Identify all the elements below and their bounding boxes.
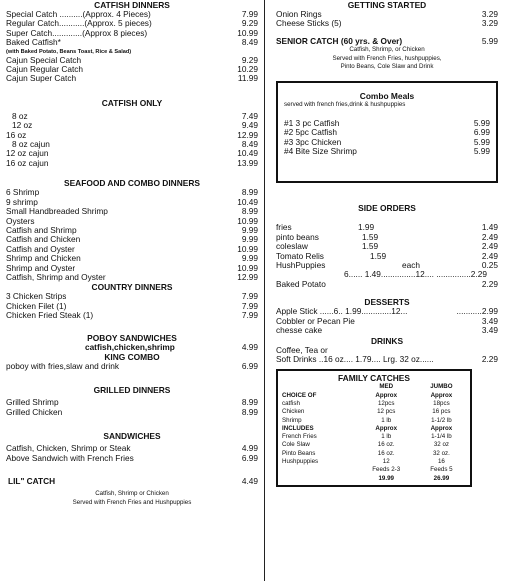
section-title-seafood-combo: SEAFOOD AND COMBO DINNERS <box>63 178 201 189</box>
table-cell-label: Cole Slaw <box>282 441 310 449</box>
table-cell-jumbo: 32 oz <box>433 441 449 449</box>
side-item: Tomato Relis 1.59 2.49 <box>276 250 498 261</box>
table-cell-med: Feeds 2-3 <box>372 466 401 474</box>
family-catches-table <box>282 383 466 483</box>
menu-item: 16 oz 12.99 <box>6 129 258 140</box>
menu-item: Cajun Special Catch 9.29 <box>6 54 258 65</box>
table-cell-label: Shrimp <box>282 416 302 424</box>
menu-item: Catfish, Chicken, Shrimp or Steak 4.99 <box>6 443 258 454</box>
menu-item: Regular Catch...........(Approx. 5 pieces) 9.29 <box>6 18 258 29</box>
side-item: coleslaw 1.59 2.49 <box>276 241 498 252</box>
left-column <box>6 0 258 507</box>
menu-item: Baked Catfish* 8.49 <box>6 37 258 48</box>
menu-item: Chicken Fried Steak (1) 7.99 <box>6 310 258 321</box>
section-title-poboy: POBOY SANDWICHES <box>87 332 177 343</box>
menu-item: Onion Rings 3.29 <box>276 9 498 19</box>
table-cell-med: Approx <box>375 391 398 399</box>
side-item: HushPuppies each 0.25 <box>276 260 498 271</box>
menu-item: Cajun Regular Catch 10.29 <box>6 64 258 75</box>
table-row <box>282 417 466 425</box>
table-cell-med: 12 pcs <box>377 408 396 416</box>
table-cell-jumbo: Approx <box>430 391 453 399</box>
section-title-desserts: DESSERTS <box>364 297 410 308</box>
section-title-country-dinners: COUNTRY DINNERS <box>91 282 173 293</box>
table-cell-med: 1 lb <box>381 416 392 424</box>
combo-item: #1 3 pc Catfish 5.99 <box>284 117 490 128</box>
column-divider <box>264 0 265 581</box>
menu-item: 6 Shrimp 8.99 <box>6 187 258 198</box>
table-cell-label: Hushpuppies <box>282 457 319 465</box>
menu-item: Above Sandwich with French Fries 6.99 <box>6 452 258 463</box>
menu-item: 12 oz cajun 10.49 <box>6 148 258 159</box>
section-title-sandwiches: SANDWICHES <box>103 431 161 442</box>
section-title-getting-started: GETTING STARTED <box>347 0 427 10</box>
table-row <box>282 450 466 458</box>
family-catches-box <box>276 369 472 487</box>
family-catches-title: FAMILY CATCHES <box>338 373 410 384</box>
menu-item: Catfish and Shrimp 9.99 <box>6 224 258 235</box>
table-cell-med: 1 lb <box>381 433 392 441</box>
menu-item: Chicken Filet (1) 7.99 <box>6 300 258 311</box>
lil-catch-row: LIL" CATCH 4.49 <box>8 476 258 486</box>
section-title-grilled: GRILLED DINNERS <box>93 385 171 396</box>
table-cell-jumbo: 1-1/4 lb <box>431 433 452 441</box>
baked-catfish-note: (with Baked Potato, Beans Toast, Rice & Salad) <box>6 48 132 55</box>
senior-catch-line3: Pinto Beans, Cole Slaw and Drink <box>340 63 434 71</box>
table-cell-jumbo: 18pcs <box>433 399 450 407</box>
table-cell-label: CHOICE OF <box>282 391 317 399</box>
table-cell-jumbo: Feeds 5 <box>430 466 453 474</box>
table-cell-med: Approx <box>375 424 398 432</box>
menu-item: Cheese Sticks (5) 3.29 <box>276 18 498 29</box>
menu-item: poboy with fries,slaw and drink 6.99 <box>6 360 258 371</box>
side-item: pinto beans 1.59 2.49 <box>276 231 498 242</box>
menu-item: Shrimp and Oyster 10.99 <box>6 262 258 273</box>
side-item: Baked Potato 2.29 <box>276 278 498 289</box>
table-cell-label: French Fries <box>282 433 317 441</box>
table-cell-med: 12 <box>382 457 390 465</box>
menu-item: 8 oz 7.49 <box>12 110 258 121</box>
table-cell-med: 19.99 <box>378 474 394 482</box>
section-title-catfish-only: CATFISH ONLY <box>101 97 163 108</box>
senior-catch-line2: Served with French Fries, hushpuppies, <box>332 54 442 62</box>
section-title-side-orders: SIDE ORDERS <box>358 203 416 214</box>
table-cell-med: 16 oz. <box>377 441 395 449</box>
menu-item: Catfish and Oyster 10.99 <box>6 243 258 254</box>
senior-catch-line1: Catfish, Shrimp, or Chicken <box>349 46 425 54</box>
menu-item: 3 Chicken Strips 7.99 <box>6 291 258 302</box>
menu-item: Cajun Super Catch 11.99 <box>6 73 258 84</box>
dessert-item: chesse cake 3.49 <box>276 325 498 336</box>
section-title-catfish-dinners: CATFISH DINNERS <box>94 0 170 10</box>
menu-item: 12 oz 9.49 <box>12 120 258 131</box>
table-cell-label <box>282 475 356 483</box>
table-cell-label: Chicken <box>282 408 305 416</box>
combo-item: #3 3pc Chicken 5.99 <box>284 136 490 147</box>
table-cell-med: 12pcs <box>377 399 395 407</box>
table-cell-jumbo: 16 pcs <box>432 408 451 416</box>
drinks-line1: Coffee, Tea or <box>276 345 328 355</box>
table-row <box>282 475 466 483</box>
menu-item: Catfish, Shrimp and Oyster 12.99 <box>6 271 258 282</box>
table-row <box>282 458 466 466</box>
table-cell-label: catfish <box>282 399 300 407</box>
combo-item: #2 5pc Catfish 6.99 <box>284 127 490 138</box>
col-jumbo: JUMBO <box>430 383 453 391</box>
table-cell-jumbo: Approx <box>430 424 453 432</box>
table-cell-jumbo: 32 oz. <box>432 449 450 457</box>
table-cell-jumbo: 16 <box>437 457 445 465</box>
combo-meals-subtitle: served with french fries,drink & hushpuppies <box>284 101 406 109</box>
table-header-row <box>282 383 466 391</box>
table-row <box>282 408 466 416</box>
menu-item: Catfish and Chicken 9.99 <box>6 234 258 245</box>
section-title-drinks: DRINKS <box>370 335 404 346</box>
section-title-king-combo: KING COMBO <box>104 351 160 362</box>
menu-item: Small Handbreaded Shrimp 8.99 <box>6 206 258 217</box>
table-row <box>282 392 466 400</box>
col-med: MED <box>379 383 394 391</box>
lil-catch-line1: Catfish, Shrimp or Chicken <box>95 490 169 498</box>
menu-item: Grilled Shrimp 8.99 <box>6 397 258 408</box>
combo-meals-title: Combo Meals <box>359 91 415 102</box>
table-row <box>282 433 466 441</box>
dessert-item: Cobbler or Pecan Pie 3.49 <box>276 315 498 326</box>
lil-catch-line2: Served with French Fries and Hushpuppies <box>72 498 192 506</box>
menu-item: 8 oz cajun 8.49 <box>12 139 258 150</box>
menu-item: Oysters 10.99 <box>6 215 258 226</box>
hushpuppies-dozen-line: 6...... 1.49...............12.... ...............2.29 <box>344 270 487 280</box>
drinks-line2: Soft Drinks ..16 oz.... 1.79.... Lrg. 32 oz...... 2.29 <box>276 353 498 364</box>
right-column <box>276 0 498 487</box>
combo-meals-box <box>276 81 498 183</box>
table-row <box>282 425 466 433</box>
side-item: fries 1.99 1.49 <box>276 222 498 233</box>
table-cell-jumbo: 1-1/2 lb <box>431 416 452 424</box>
table-row <box>282 466 466 474</box>
table-cell-label <box>282 466 356 474</box>
table-cell-label: INCLUDES <box>282 424 314 432</box>
menu-item: Shrimp and Chicken 9.99 <box>6 253 258 264</box>
table-row <box>282 441 466 449</box>
poboy-row: catfish,chicken,shrimp 4.99 <box>84 341 258 352</box>
table-cell-med: 16 oz. <box>377 449 395 457</box>
table-cell-jumbo: 26.99 <box>433 474 450 482</box>
dessert-item: Apple Stick ......6.. 1.99.............12... ...........2.99 <box>276 306 498 317</box>
senior-catch-row: SENIOR CATCH (60 yrs. & Over) 5.99 <box>276 35 498 46</box>
menu-item: Special Catch ..........(Approx. 4 Pieces) 7.99 <box>6 9 258 19</box>
table-row <box>282 400 466 408</box>
menu-item: 16 oz cajun 13.99 <box>6 157 258 168</box>
menu-item: Super Catch.............(Approx 8 pieces) 10.99 <box>6 27 258 38</box>
menu-item: 9 shrimp 10.49 <box>6 196 258 207</box>
table-cell-label: Pinto Beans <box>282 449 316 457</box>
combo-item: #4 Bite Size Shrimp 5.99 <box>284 146 490 157</box>
menu-item: Grilled Chicken 8.99 <box>6 406 258 417</box>
